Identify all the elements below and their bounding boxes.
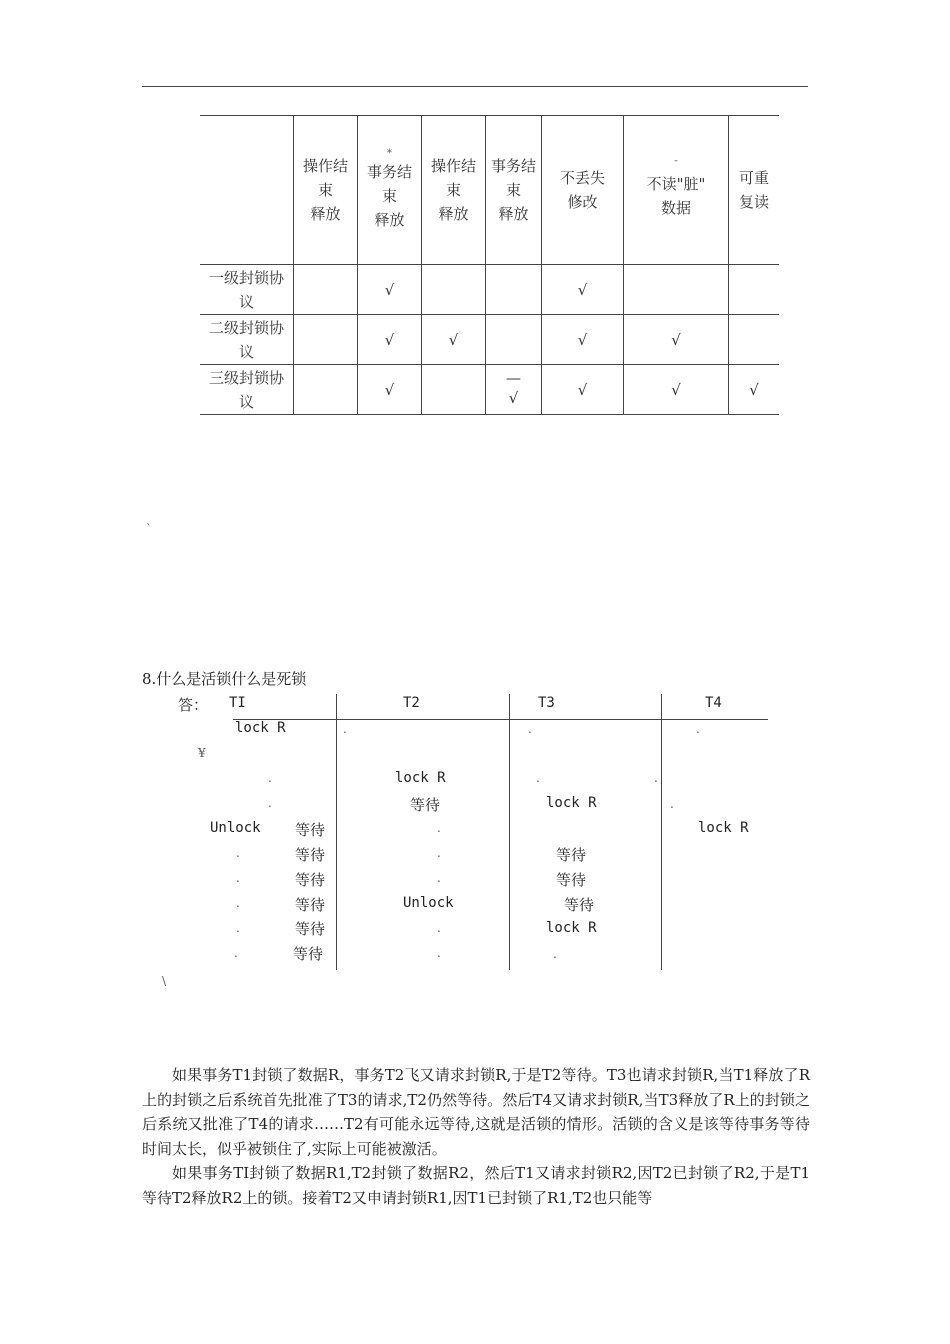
check-cell: [729, 265, 780, 315]
check-cell: √: [358, 315, 422, 365]
t1-event: 等待: [293, 945, 324, 963]
t3-event: 等待: [564, 896, 595, 914]
t2-dot: .: [437, 821, 441, 835]
check-cell: [486, 365, 542, 415]
dash-mark: —: [506, 368, 521, 387]
check-cell: [294, 315, 358, 365]
stray-mark: `: [146, 522, 152, 536]
t3-event: lock R: [546, 795, 597, 811]
t1-dot: .: [268, 771, 272, 785]
column-divider: [661, 694, 662, 970]
check-cell: √: [624, 365, 729, 415]
t3-event: lock R: [546, 920, 597, 936]
check-cell: [486, 265, 542, 315]
check-cell: √: [358, 365, 422, 415]
column-header-t4: T4: [705, 695, 722, 711]
t2-dot: .: [437, 871, 441, 885]
timeline-header-rule: [233, 719, 768, 720]
row-header: 二级封锁协 议: [200, 315, 294, 365]
locking-protocol-table: [200, 115, 779, 415]
t3-dot: .: [528, 722, 532, 736]
t1-dot: .: [236, 871, 240, 885]
check-cell: [422, 365, 486, 415]
check-cell: √: [542, 265, 624, 315]
t3-event: 等待: [556, 871, 587, 889]
t1-dot: .: [236, 896, 240, 910]
check-cell: √: [542, 315, 624, 365]
t2-dot: .: [437, 946, 441, 960]
t2-event: lock R: [395, 770, 446, 786]
check-cell: √: [422, 315, 486, 365]
check-cell: [486, 315, 542, 365]
t1-event: lock R: [235, 720, 286, 736]
t1-event: 等待: [295, 920, 326, 938]
header-cell: 操作结 束 释放: [422, 116, 486, 265]
table-row: [200, 315, 779, 365]
t1-dot: .: [236, 846, 240, 860]
t1-event: 等待: [295, 896, 326, 914]
check-cell: √: [358, 265, 422, 315]
header-rule: [142, 86, 808, 87]
column-header-t3: T3: [538, 695, 555, 711]
t4-dot: .: [670, 797, 674, 811]
header-cell: 操作结 束 释放: [294, 116, 358, 265]
column-divider: [336, 694, 337, 970]
t1-dot: .: [268, 796, 272, 810]
t1-dot: .: [234, 946, 238, 960]
table-header-row: [200, 116, 779, 265]
check-cell: [294, 265, 358, 315]
t1-event: 等待: [295, 821, 326, 839]
header-cell: 不丢失 修改: [542, 116, 624, 265]
t4-dot: .: [696, 722, 700, 736]
deadlock-paragraph: 如果事务TI封锁了数据R1,T2封锁了数据R2，然后T1又请求封锁R2,因T2已封锁了R2,于是T1等待T2释放R2上的锁。接着T2又申请封锁R1,因T1已封锁了R1,T2也只能等: [142, 1164, 810, 1207]
check-cell: [294, 365, 358, 415]
header-cell: * 事务结 束 释放: [358, 116, 422, 265]
column-header-t1: TI: [229, 695, 246, 711]
column-divider: [509, 694, 510, 970]
t2-event: Unlock: [403, 895, 454, 911]
check-cell: √: [624, 315, 729, 365]
header-cell: 可重 复读: [729, 116, 780, 265]
question-title: 8.什么是活锁什么是死锁: [142, 670, 307, 688]
check-mark: √: [508, 388, 519, 407]
check-cell: [729, 315, 780, 365]
check-cell: [422, 265, 486, 315]
t2-dot: .: [437, 921, 441, 935]
answer-label: 答：: [178, 696, 209, 714]
t3-event: 等待: [556, 846, 587, 864]
row-header: 一级封锁协 议: [200, 265, 294, 315]
corner-cell: [200, 116, 294, 265]
explanation-text: [142, 1063, 810, 1210]
table-row: [200, 365, 779, 415]
t3-dot: .: [553, 947, 557, 961]
t4-event: lock R: [698, 820, 749, 836]
t3-dot: .: [654, 771, 658, 785]
stray-mark: ¥: [198, 746, 206, 760]
column-header-t2: T2: [403, 695, 420, 711]
check-cell: √: [729, 365, 780, 415]
t2-dot: .: [437, 846, 441, 860]
table-row: [200, 265, 779, 315]
livelock-paragraph: 如果事务T1封锁了数据R，事务T2飞又请求封锁R,于是T2等待。T3也请求封锁R,当T1释放了R上的封锁之后系统首先批准了T3的请求,T2仍然等待。然后T4又请求封锁R,当T3释放了R上的封锁之后系统又批准了T4的请求……T2有可能永远等待,这就是活锁的情形。活锁的含义是该等待事务等待时间太长，似乎被锁住了,实际上可能被激活。: [142, 1066, 810, 1158]
t1-dot: .: [236, 921, 240, 935]
header-cell: 事务结 束 释放: [486, 116, 542, 265]
header-cell: ˉ 不读"脏" 数据: [624, 116, 729, 265]
check-cell: [624, 265, 729, 315]
t2-event: 等待: [410, 796, 441, 814]
t1-event: 等待: [295, 871, 326, 889]
check-cell: √: [542, 365, 624, 415]
t1-event: Unlock: [210, 820, 261, 836]
t3-dot: .: [536, 771, 540, 785]
t2-dot: .: [343, 722, 347, 736]
t1-event: 等待: [295, 846, 326, 864]
stray-mark: \: [162, 974, 167, 988]
row-header: 三级封锁协 议: [200, 365, 294, 415]
